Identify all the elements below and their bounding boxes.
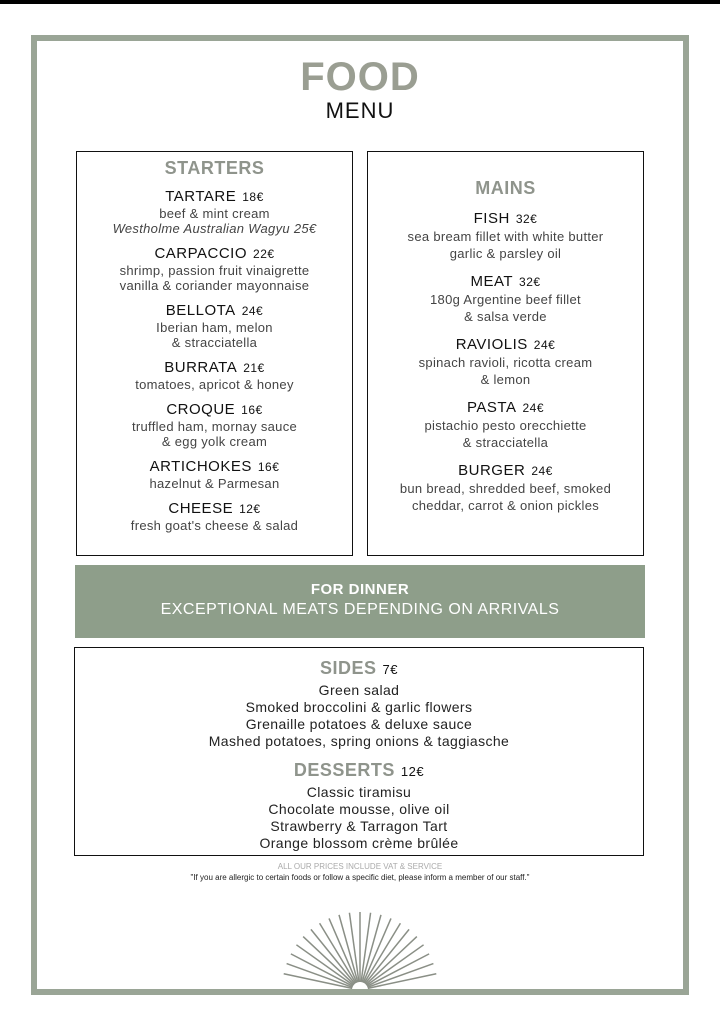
item-name-text: FISH: [473, 210, 510, 227]
item-price: 16€: [241, 403, 263, 417]
sun-ray: [287, 964, 353, 988]
desserts-heading: [75, 758, 643, 784]
item-price: 18€: [242, 190, 264, 204]
starters-section: [76, 151, 353, 556]
item-description: hazelnut & Parmesan: [149, 476, 280, 491]
item-description: 180g Argentine beef fillet: [430, 292, 581, 307]
item-name: [77, 302, 352, 320]
menu-item: [368, 462, 643, 514]
item-name: [368, 273, 643, 291]
allergy-note: "If you are allergic to certain foods or follow a specific diet, please inform a member of our staff.": [190, 873, 530, 882]
item-description: cheddar, carrot & onion pickles: [411, 498, 600, 513]
sides-item: Grenaille potatoes & deluxe sauce: [245, 716, 473, 732]
sun-ray: [368, 964, 434, 988]
sides-price: 7€: [382, 662, 398, 677]
item-description: fresh goat's cheese & salad: [130, 518, 299, 533]
item-name: [77, 359, 352, 377]
desserts-item: Chocolate mousse, olive oil: [268, 801, 450, 817]
item-name-text: MEAT: [470, 273, 514, 290]
item-description: pistachio pesto orecchiette: [424, 418, 587, 433]
item-description: bun bread, shredded beef, smoked: [399, 481, 612, 496]
menu-title: FOOD: [300, 55, 420, 99]
desserts-item: Orange blossom crème brûlée: [259, 835, 459, 851]
menu-item: [368, 336, 643, 388]
top-bar: [0, 0, 720, 4]
item-name: [368, 210, 643, 228]
desserts-item: Classic tiramisu: [306, 784, 412, 800]
item-name-text: BELLOTA: [165, 302, 236, 319]
item-price: 24€: [522, 401, 544, 415]
sides-item: Green salad: [318, 682, 400, 698]
item-name-text: BURRATA: [164, 359, 238, 376]
item-description: shrimp, passion fruit vinaigrette: [119, 263, 310, 278]
item-name-text: BURGER: [458, 462, 526, 479]
menu-item: [368, 210, 643, 262]
banner-title: FOR DINNER: [310, 581, 410, 598]
item-extra: Westholme Australian Wagyu 25€: [112, 221, 317, 236]
item-price: 16€: [257, 460, 280, 474]
mains-heading: MAINS: [475, 178, 536, 198]
item-description: & egg yolk cream: [161, 434, 268, 449]
item-price: 24€: [531, 464, 553, 478]
sides-heading-text: SIDES: [320, 658, 377, 678]
item-description: spinach ravioli, ricotta cream: [418, 355, 593, 370]
item-name: [368, 336, 643, 354]
item-description: sea bream fillet with white butter: [407, 229, 604, 244]
item-price: 21€: [243, 361, 265, 375]
item-description: & stracciatella: [171, 335, 258, 350]
item-description: & lemon: [480, 372, 531, 387]
item-price: 22€: [253, 247, 275, 261]
sides-item: Mashed potatoes, spring onions & taggiasche: [208, 733, 510, 749]
item-name-text: RAVIOLIS: [455, 336, 528, 353]
menu-item: [77, 359, 352, 392]
prices-note: ALL OUR PRICES INCLUDE VAT & SERVICE: [277, 862, 443, 871]
item-price: 24€: [241, 304, 264, 318]
item-name: [368, 462, 643, 480]
item-name-text: CARPACCIO: [154, 245, 248, 262]
sides-desserts-section: [74, 647, 644, 856]
item-name: [77, 458, 352, 476]
menu-item: [77, 500, 352, 533]
sides-item: Smoked broccolini & garlic flowers: [245, 699, 473, 715]
item-description: & stracciatella: [462, 435, 549, 450]
sunburst-icon: [260, 900, 460, 990]
desserts-item: Strawberry & Tarragon Tart: [270, 818, 448, 834]
menu-item: [368, 399, 643, 451]
item-price: 32€: [519, 275, 541, 289]
item-name-text: PASTA: [467, 399, 517, 416]
menu-item: [77, 245, 352, 293]
item-name: [77, 245, 352, 263]
item-name: [77, 188, 352, 206]
item-description: Iberian ham, melon: [156, 320, 273, 335]
item-name: [77, 500, 352, 518]
desserts-price: 12€: [400, 764, 425, 779]
item-description: vanilla & coriander mayonnaise: [119, 278, 310, 293]
mains-section: [367, 151, 644, 556]
starters-heading: STARTERS: [164, 158, 265, 178]
item-price: 32€: [515, 212, 538, 226]
menu-item: [368, 273, 643, 325]
item-name: [77, 401, 352, 419]
menu-subtitle: MENU: [325, 98, 395, 123]
item-name-text: CHEESE: [168, 500, 234, 517]
sides-heading: [75, 656, 643, 682]
menu-item: [77, 302, 352, 350]
item-name-text: TARTARE: [165, 188, 237, 205]
item-description: truffled ham, mornay sauce: [131, 419, 298, 434]
item-price: 24€: [533, 338, 556, 352]
item-description: tomatoes, apricot & honey: [135, 377, 294, 392]
item-description: & salsa verde: [464, 309, 547, 324]
item-name-text: ARTICHOKES: [149, 458, 252, 475]
item-description: garlic & parsley oil: [449, 246, 562, 261]
banner-text: EXCEPTIONAL MEATS DEPENDING ON ARRIVALS: [160, 601, 560, 618]
item-description: beef & mint cream: [159, 206, 270, 221]
item-price: 12€: [239, 502, 261, 516]
item-name-text: CROQUE: [166, 401, 236, 418]
item-name: [368, 399, 643, 417]
menu-item: [77, 401, 352, 449]
menu-item: [77, 188, 352, 236]
dinner-banner: [75, 565, 645, 638]
menu-item: [77, 458, 352, 491]
desserts-heading-text: DESSERTS: [293, 760, 395, 780]
